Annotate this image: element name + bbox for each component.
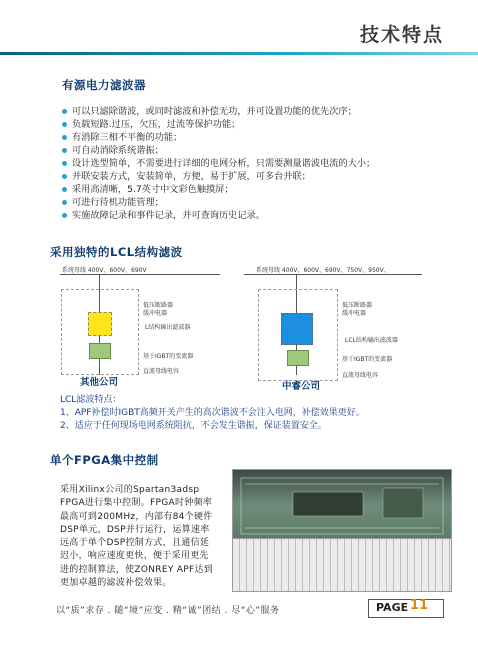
right-buffer-label: 缓冲电器 bbox=[342, 310, 367, 317]
right-breaker-label: 低压断路器 bbox=[342, 302, 373, 309]
left-buffer-label: 缓冲电器 bbox=[143, 310, 168, 317]
page-header-title: 技术特点 bbox=[359, 24, 444, 46]
lcl-point: 1、APF补偿时IGBT高频开关产生的高次谐波不会注入电网，补偿效果更好。 bbox=[60, 408, 365, 418]
feature-item: 实施故障记录和事件记录，并可查询历史记录。 bbox=[62, 209, 462, 222]
left-filter-label: L结构输出滤波器 bbox=[145, 324, 191, 331]
header-divider bbox=[0, 52, 478, 55]
section-title-fpga: 单个FPGA集中控制 bbox=[50, 453, 159, 467]
left-company-label: 其他公司 bbox=[80, 377, 119, 388]
feature-item: 设计选型简单，不需要进行详细的电网分析，只需要测量谐波电流的大小； bbox=[62, 157, 462, 170]
right-lcl-filter-block bbox=[281, 313, 313, 345]
circuit-board-graphic bbox=[233, 470, 451, 540]
right-company-label: 中睿公司 bbox=[282, 381, 321, 392]
feature-item: 负载短路.过压，欠压，过流等保护功能； bbox=[62, 118, 462, 131]
right-filter-label: LCL结构输出滤波器 bbox=[345, 337, 398, 344]
left-bus-label: 系统母线 400V、600V、690V bbox=[62, 267, 147, 274]
feature-list bbox=[62, 105, 462, 222]
feature-item: 可自动消除系统谐振； bbox=[62, 144, 462, 157]
lcl-title: LCL滤波特点： bbox=[60, 395, 122, 405]
feature-item: 可以只滤除谐波，或同时滤波和补偿无功，并可设置功能的优先次序； bbox=[62, 105, 462, 118]
right-dc-label: 直流母线电容 bbox=[342, 372, 379, 379]
lcl-point: 2、适应于任何现场电网系统阻抗，不会发生谐振，保证装置安全。 bbox=[60, 421, 327, 431]
right-bus-label: 系统母线 400V、600V、690V、750V、950V、 bbox=[256, 267, 390, 274]
right-bus-line bbox=[244, 274, 422, 275]
section-title-lcl: 采用独特的LCL结构滤波 bbox=[50, 245, 183, 259]
left-breaker-label: 低压断路器 bbox=[143, 302, 174, 309]
left-igbt-block bbox=[89, 343, 111, 359]
controller-rack-photo bbox=[232, 538, 452, 592]
fpga-paragraph: 采用Xilinx公司的Spartan3adsp FPGA进行集中控制。FPGA时钟频率最高可到200MHz，内部有84个硬件DSP单元，DSP并行运行，运算速率远高于单个DSP控制方式，且通信延迟小，响应速度更快，便于采用更先进的控制算法，使ZONREY APF达到更加卓越的滤波补偿效果。 bbox=[60, 485, 214, 589]
page-number: 11 bbox=[410, 598, 429, 613]
feature-item: 采用高清晰，5.7英寸中文彩色触摸屏； bbox=[62, 183, 462, 196]
left-igbt-label: 基于IGBT的变流器 bbox=[143, 353, 194, 360]
section-title-apf: 有源电力滤波器 bbox=[62, 78, 146, 92]
feature-item: 可进行待机功能管理； bbox=[62, 196, 462, 209]
left-l-filter-block bbox=[88, 312, 112, 336]
right-igbt-label: 基于IGBT的变流器 bbox=[342, 356, 393, 363]
right-igbt-block bbox=[287, 350, 309, 366]
left-dc-label: 直流母线电容 bbox=[143, 368, 180, 375]
feature-item: 有消除三相不平衡的功能； bbox=[62, 131, 462, 144]
footer-slogan: 以“质”求存 . 随“境”应变 . 精“诚”团结 . 尽“心”服务 bbox=[56, 606, 280, 616]
page-label: PAGE bbox=[376, 601, 409, 614]
feature-item: 并联安装方式，安装简单，方便，易于扩展，可多台并联； bbox=[62, 170, 462, 183]
left-bus-line bbox=[60, 274, 220, 275]
